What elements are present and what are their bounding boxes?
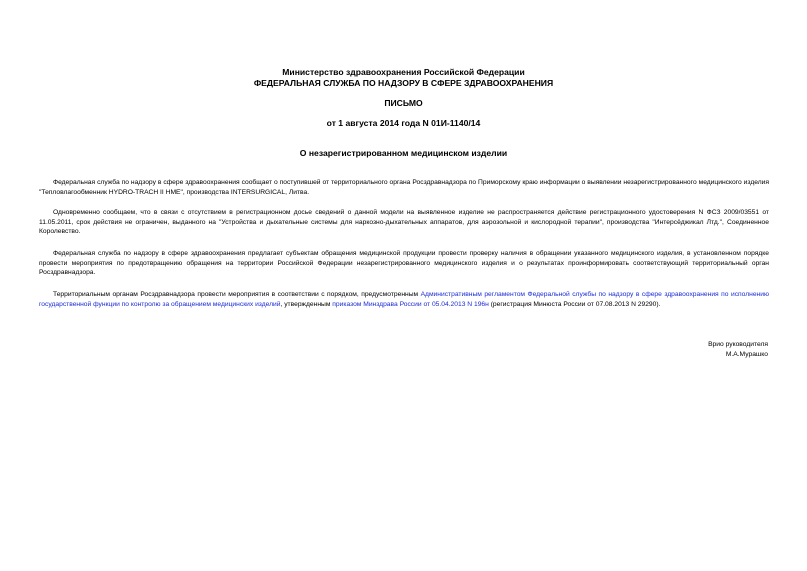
signature-position: Врио руководителя [708, 341, 768, 348]
paragraph-4-text-1: Территориальным органам Росздравнадзора провести мероприятия в соответствии с порядком, предусмотренным [53, 291, 421, 298]
paragraph-4 [39, 290, 769, 309]
regulation-link[interactable]: Административным регламентом Федеральной службы по надзору в сфере здравоохранения по исполнению государственной функции по контролю за обращением медицинских изделий [39, 291, 770, 308]
service-title: ФЕДЕРАЛЬНАЯ СЛУЖБА ПО НАДЗОРУ В СФЕРЕ ЗДРАВООХРАНЕНИЯ [253, 78, 554, 88]
paragraph-4-text-3: (регистрация Минюста России от 07.08.2013 N 29290). [488, 300, 661, 308]
paragraph-2: Одновременно сообщаем, что в связи с отсутствием в регистрационном досье сведений о данной модели на выявленное изделие не распространяется действие регистрационного удостоверения N ФСЗ 2009/03551 от 11.05.2011, срок действия не ограничен, выданного на "Устройства и дыхательные системы для наркозно-дыхательных аппаратов, для аэрозольной и кислородной терапии", производства "Интерсёджикал Лтд.", Соединенное Королевство. [39, 209, 769, 236]
document-type: ПИСЬМО [384, 98, 423, 108]
paragraph-3: Федеральная служба по надзору в сфере здравоохранения предлагает субъектам обращения медицинской продукции провести проверку наличия в обращении указанного медицинского изделия, в установленном порядке провести мероприятия по предотвращению обращения на территории Российской Федерации незарегистрированного медицинского изделия и о результатах проинформировать соответствующий территориальный орган Росздравнадзора. [39, 250, 769, 277]
order-link[interactable]: приказом Минздрава России от 05.04.2013 N 196н [332, 300, 489, 308]
paragraph-1: Федеральная служба по надзору в сфере здравоохранения сообщает о поступившей от территориального органа Росздравнадзора по Приморскому краю информации о выявлении незарегистрированного медицинского изделия "Тепловлагообменник HYDRO-TRACH II HME", производства INTERSURGICAL, Литва. [39, 179, 769, 196]
document-subject: О незарегистрированном медицинском изделии [299, 148, 508, 158]
signature-name: М.А.Мурашко [725, 351, 768, 358]
document-date-number: от 1 августа 2014 года N 01И-1140/14 [326, 118, 481, 128]
ministry-title: Министерство здравоохранения Российской Федерации [282, 67, 525, 77]
paragraph-4-text-2: , утвержденным [280, 300, 333, 308]
